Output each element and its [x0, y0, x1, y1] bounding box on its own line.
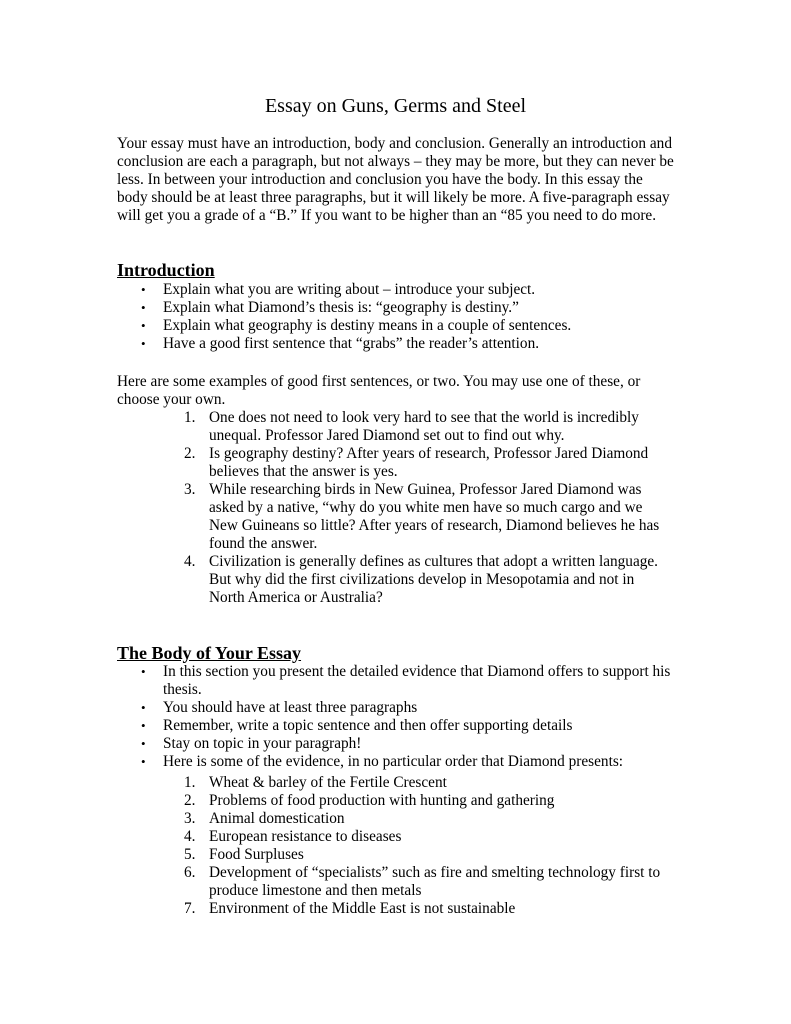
list-item [184, 900, 664, 918]
list-item [184, 846, 664, 864]
list-item-text: While researching birds in New Guinea, Professor Jared Diamond was asked by a native, “why do you white men have so much cargo and we New Guineans so little? After years of research, Diamond believes he has found the answer. [209, 481, 660, 552]
bullet-icon: • [141, 754, 146, 769]
list-item [184, 409, 664, 445]
list-item-text: Is geography destiny? After years of research, Professor Jared Diamond believes that the answer is yes. [209, 445, 649, 480]
list-item-text: Environment of the Middle East is not sustainable [209, 900, 516, 917]
bullet-icon: • [141, 336, 146, 351]
list-item [184, 481, 664, 553]
list-item [184, 828, 664, 846]
list-number: 6. [184, 864, 196, 881]
list-item [184, 864, 664, 900]
intro-paragraph [117, 135, 677, 225]
examples-lead-paragraph [117, 373, 677, 409]
list-item [117, 717, 677, 735]
list-item [117, 753, 677, 771]
list-item [117, 335, 677, 353]
list-item-text: Remember, write a topic sentence and then offer supporting details [163, 717, 573, 734]
list-item-text: In this section you present the detailed evidence that Diamond offers to support his thesis. [163, 663, 671, 698]
list-number: 3. [184, 810, 196, 827]
examples-lead-text: Here are some examples of good first sentences, or two. You may use one of these, or choose your own. [117, 373, 641, 408]
list-item [117, 735, 677, 753]
list-item-text: Development of “specialists” such as fire and smelting technology first to produce limestone and then metals [209, 864, 661, 899]
bullet-icon: • [141, 318, 146, 333]
page-title: Essay on Guns, Germs and Steel [264, 95, 527, 117]
list-item-text: Explain what Diamond’s thesis is: “geography is destiny.” [163, 299, 519, 316]
list-item-text: Stay on topic in your paragraph! [163, 735, 362, 752]
list-item [117, 699, 677, 717]
bullet-icon: • [141, 736, 146, 751]
introduction-heading [117, 259, 215, 281]
list-item [117, 299, 677, 317]
bullet-icon: • [141, 664, 146, 679]
body-bullet-list [117, 663, 677, 771]
list-item-text: You should have at least three paragraphs [163, 699, 418, 716]
list-number: 3. [184, 481, 196, 498]
list-item-text: Animal domestication [209, 810, 345, 827]
list-item [184, 553, 664, 607]
list-item [184, 810, 664, 828]
list-item [117, 281, 677, 299]
list-item-text: European resistance to diseases [209, 828, 402, 845]
list-item [184, 445, 664, 481]
list-item-text: Food Surpluses [209, 846, 304, 863]
list-item-text: Explain what you are writing about – introduce your subject. [163, 281, 536, 298]
evidence-numbered-list [184, 774, 664, 918]
intro-paragraph-text: Your essay must have an introduction, body and conclusion. Generally an introduction and conclusion are each a paragraph, but not always – they may be more, but they can never be less. In between your introduction and conclusion you have the body. In this essay the body should be at least three paragraphs, but it will likely be more. A five-paragraph essay will get you a grade of a “B.” If you want to be higher than an “85 you need to do more. [117, 135, 674, 224]
list-number: 7. [184, 900, 196, 917]
body-section-heading [117, 642, 301, 664]
bullet-icon: • [141, 700, 146, 715]
list-number: 1. [184, 774, 196, 791]
list-item-text: Wheat & barley of the Fertile Crescent [209, 774, 447, 791]
list-item-text: Explain what geography is destiny means in a couple of sentences. [163, 317, 572, 334]
bullet-icon: • [141, 718, 146, 733]
list-number: 5. [184, 846, 196, 863]
list-item [117, 317, 677, 335]
list-item [184, 774, 664, 792]
examples-numbered-list [184, 409, 664, 607]
bullet-icon: • [141, 282, 146, 297]
list-item-text: One does not need to look very hard to see that the world is incredibly unequal. Professor Jared Diamond set out to find out why. [209, 409, 639, 444]
list-number: 1. [184, 409, 196, 426]
body-section-heading-text: The Body of Your Essay [117, 643, 302, 663]
list-item-text: Problems of food production with hunting and gathering [209, 792, 555, 809]
list-item [184, 792, 664, 810]
list-item-text: Here is some of the evidence, in no particular order that Diamond presents: [163, 753, 624, 770]
bullet-icon: • [141, 300, 146, 315]
introduction-heading-text: Introduction [117, 260, 215, 280]
list-number: 2. [184, 445, 196, 462]
list-item-text: Civilization is generally defines as cultures that adopt a written language. But why did the first civilizations develop in Mesopotamia and not in North America or Australia? [209, 553, 658, 606]
list-number: 2. [184, 792, 196, 809]
list-item [117, 663, 677, 699]
list-number: 4. [184, 553, 196, 570]
introduction-bullet-list [117, 281, 677, 353]
list-item-text: Have a good first sentence that “grabs” the reader’s attention. [163, 335, 540, 352]
list-number: 4. [184, 828, 196, 845]
